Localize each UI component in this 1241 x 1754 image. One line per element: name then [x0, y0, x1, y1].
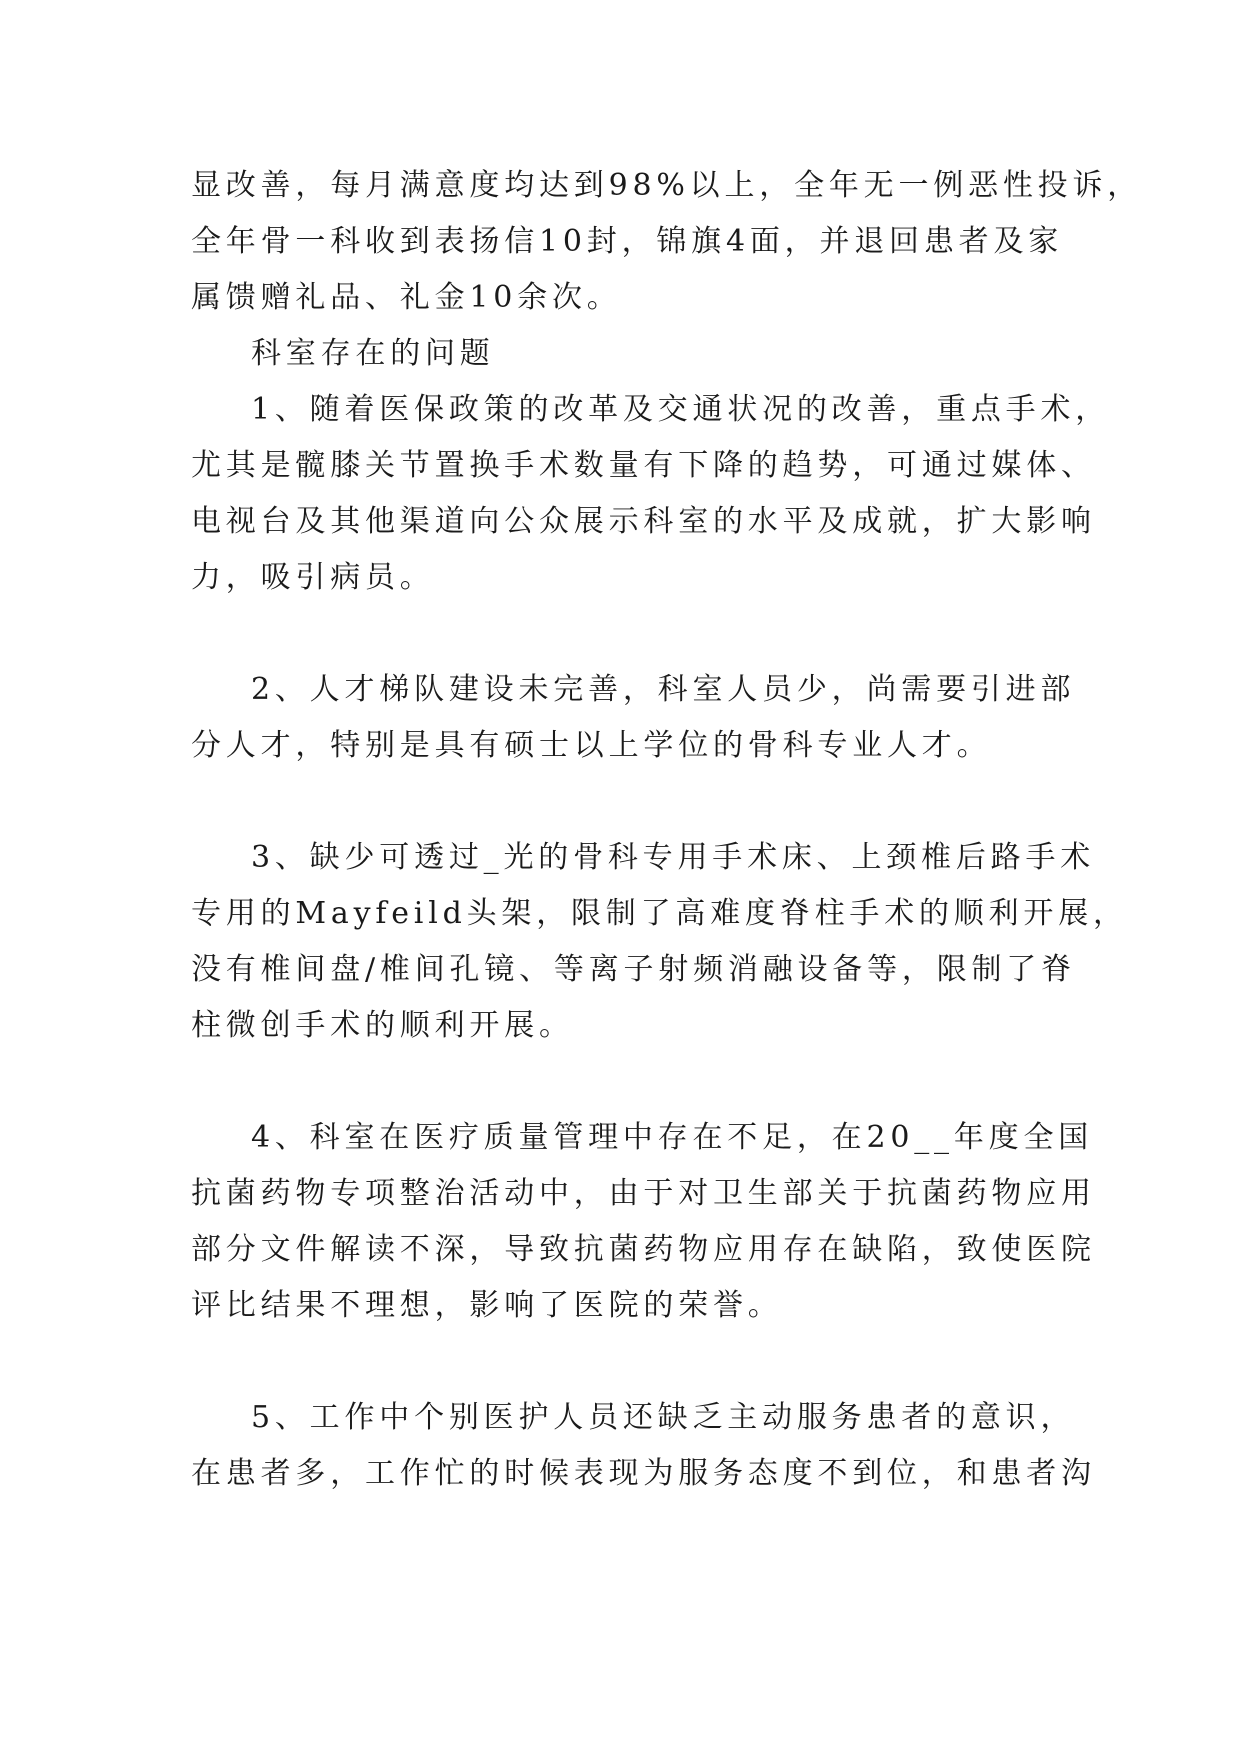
text-line: 属馈赠礼品、礼金10余次。	[191, 280, 622, 315]
paragraph-spacer	[191, 774, 1053, 830]
text-line: 电视台及其他渠道向公众展示科室的水平及成就，扩大影响	[191, 504, 1096, 539]
text-line: 抗菌药物专项整治活动中，由于对卫生部关于抗菌药物应用	[191, 1176, 1096, 1211]
section-heading-problems	[191, 326, 1053, 382]
text-line: 在患者多，工作忙的时候表现为服务态度不到位，和患者沟	[191, 1456, 1096, 1491]
paragraph-spacer	[191, 1054, 1053, 1110]
text-line: 分人才，特别是具有硕士以上学位的骨科专业人才。	[191, 728, 992, 763]
paragraph-spacer	[191, 1334, 1053, 1390]
text-line: 没有椎间盘/椎间孔镜、等离子射频消融设备等，限制了脊	[191, 952, 1076, 987]
text-line: 部分文件解读不深，导致抗菌药物应用存在缺陷，致使医院	[191, 1232, 1096, 1267]
text-line: 1、随着医保政策的改革及交通状况的改善，重点手术，	[251, 392, 1111, 427]
text-line: 2、人才梯队建设未完善，科室人员少，尚需要引进部	[251, 672, 1076, 707]
text-line: 专用的Mayfeild头架，限制了高难度脊柱手术的顺利开展，	[191, 896, 1128, 931]
document-body	[191, 158, 1143, 1502]
text-line: 评比结果不理想，影响了医院的荣誉。	[191, 1288, 783, 1323]
section-heading: 科室存在的问题	[251, 336, 495, 371]
text-line: 显改善，每月满意度均达到98%以上，全年无一例恶性投诉，	[191, 168, 1143, 203]
text-line: 全年骨一科收到表扬信10封，锦旗4面，并退回患者及家	[191, 224, 1064, 259]
text-line: 4、科室在医疗质量管理中存在不足，在20__年度全国	[251, 1120, 1094, 1155]
paragraph-problem-1	[191, 382, 1111, 606]
text-line: 3、缺少可透过_光的骨科专用手术床、上颈椎后路手术	[251, 840, 1096, 875]
paragraph-problem-3	[191, 830, 1128, 1054]
paragraph-problem-2	[191, 662, 1076, 774]
paragraph-satisfaction-continued	[191, 158, 1143, 326]
paragraph-spacer	[191, 606, 1053, 662]
text-line: 5、工作中个别医护人员还缺乏主动服务患者的意识，	[251, 1400, 1076, 1435]
paragraph-problem-4	[191, 1110, 1096, 1334]
paragraph-problem-5	[191, 1390, 1096, 1502]
text-line: 尤其是髋膝关节置换手术数量有下降的趋势，可通过媒体、	[191, 448, 1096, 483]
text-line: 力，吸引病员。	[191, 560, 435, 595]
text-line: 柱微创手术的顺利开展。	[191, 1008, 574, 1043]
